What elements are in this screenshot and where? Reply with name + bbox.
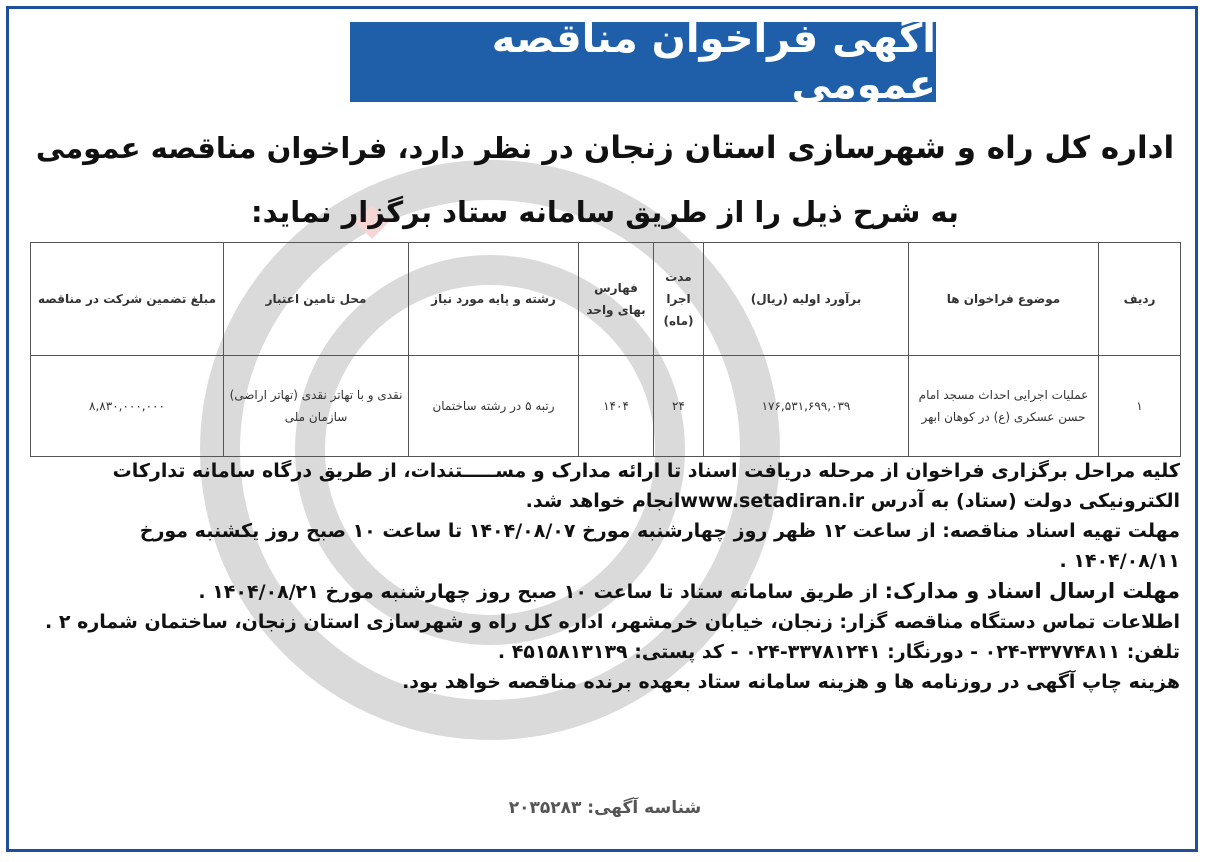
- notice-body: [30, 456, 1180, 697]
- cell-estimate: ۱۷۶,۵۳۱,۶۹۹,۰۳۹: [704, 356, 909, 457]
- cell-grade: رتبه ۵ در رشته ساختمان: [409, 356, 579, 457]
- cell-guarantee: ۸,۸۳۰,۰۰۰,۰۰۰: [31, 356, 224, 457]
- tender-table: [30, 242, 1181, 457]
- submission-deadline-label: مهلت ارسال اسناد و مدارک:: [884, 579, 1180, 603]
- paragraph-contact-address: اطلاعات تماس دستگاه مناقصه گزار: زنجان، خیابان خرمشهر، اداره کل راه و شهرسازی استان زنجان، ساختمان شماره ۲ .: [45, 611, 1180, 633]
- header-subject: موضوع فراخوان ها: [909, 243, 1099, 356]
- header-radif: ردیف: [1099, 243, 1181, 356]
- cell-funding: نقدی و با تهاتر نقدی (تهاتر اراضی) سازمان ملی: [224, 356, 409, 457]
- organization-name: اداره کل راه و شهرسازی استان زنجان: [583, 130, 1175, 166]
- paragraph-document-deadline: مهلت تهیه اسناد مناقصه: از ساعت ۱۲ ظهر روز چهارشنبه مورخ ۱۴۰۴/۰۸/۰۷ تا ساعت ۱۰ صبح روز یکشنبه مورخ ۱۴۰۴/۰۸/۱۱ .: [139, 520, 1180, 572]
- setad-url-link[interactable]: www.setadiran.ir: [680, 490, 865, 512]
- header-funding: محل تامین اعتبار: [224, 243, 409, 356]
- header-duration: مدت اجرا (ماه): [654, 243, 704, 356]
- paragraph-cost: هزینه چاپ آگهی در روزنامه ها و هزینه سامانه ستاد بعهده برنده مناقصه خواهد بود.: [402, 671, 1180, 693]
- ad-id: شناسه آگهی: ۲۰۳۵۲۸۳: [508, 798, 702, 818]
- submission-deadline-text: از طریق سامانه ستاد تا ساعت ۱۰ صبح روز چهارشنبه مورخ ۱۴۰۴/۰۸/۲۱ .: [198, 581, 885, 603]
- notice-title: آگهی فراخوان مناقصه عمومی: [350, 22, 936, 102]
- procedure-text-end: انجام خواهد شد.: [525, 490, 681, 512]
- intro-text: در نظر دارد، فراخوان مناقصه عمومی به شرح ذیل را از طریق سامانه ستاد برگزار نماید:: [35, 131, 959, 229]
- header-price-list: فهارس بهای واحد: [579, 243, 654, 356]
- cell-radif: ۱: [1099, 356, 1181, 457]
- paragraph-phone: تلفن: ۳۳۷۷۴۸۱۱-۰۲۴ - دورنگار: ۳۳۷۸۱۲۴۱-۰۲۴ - کد پستی: ۴۵۱۵۸۱۳۱۳۹ .: [497, 641, 1180, 663]
- header-guarantee: مبلغ تضمین شرکت در مناقصه: [31, 243, 224, 356]
- paragraph-procedure: [30, 456, 1180, 516]
- header-estimate: برآورد اولیه (ریال): [704, 243, 909, 356]
- intro-paragraph: [30, 116, 1180, 244]
- procedure-text: کلیه مراحل برگزاری فراخوان از مرحله دریافت اسناد تا ارائه مدارک و مســـــتندات، از طریق درگاه سامانه تدارکات الکترونیکی دولت (ستاد) به آدرس: [112, 460, 1180, 512]
- paragraph-submission-deadline: [30, 576, 1180, 607]
- table-row: [31, 356, 1181, 457]
- cell-price-list: ۱۴۰۴: [579, 356, 654, 457]
- cell-subject: عملیات اجرایی احداث مسجد امام حسن عسکری (ع) در کوهان ابهر: [909, 356, 1099, 457]
- cell-duration: ۲۴: [654, 356, 704, 457]
- table-header-row: [31, 243, 1181, 356]
- header-grade: رشته و پایه مورد نیاز: [409, 243, 579, 356]
